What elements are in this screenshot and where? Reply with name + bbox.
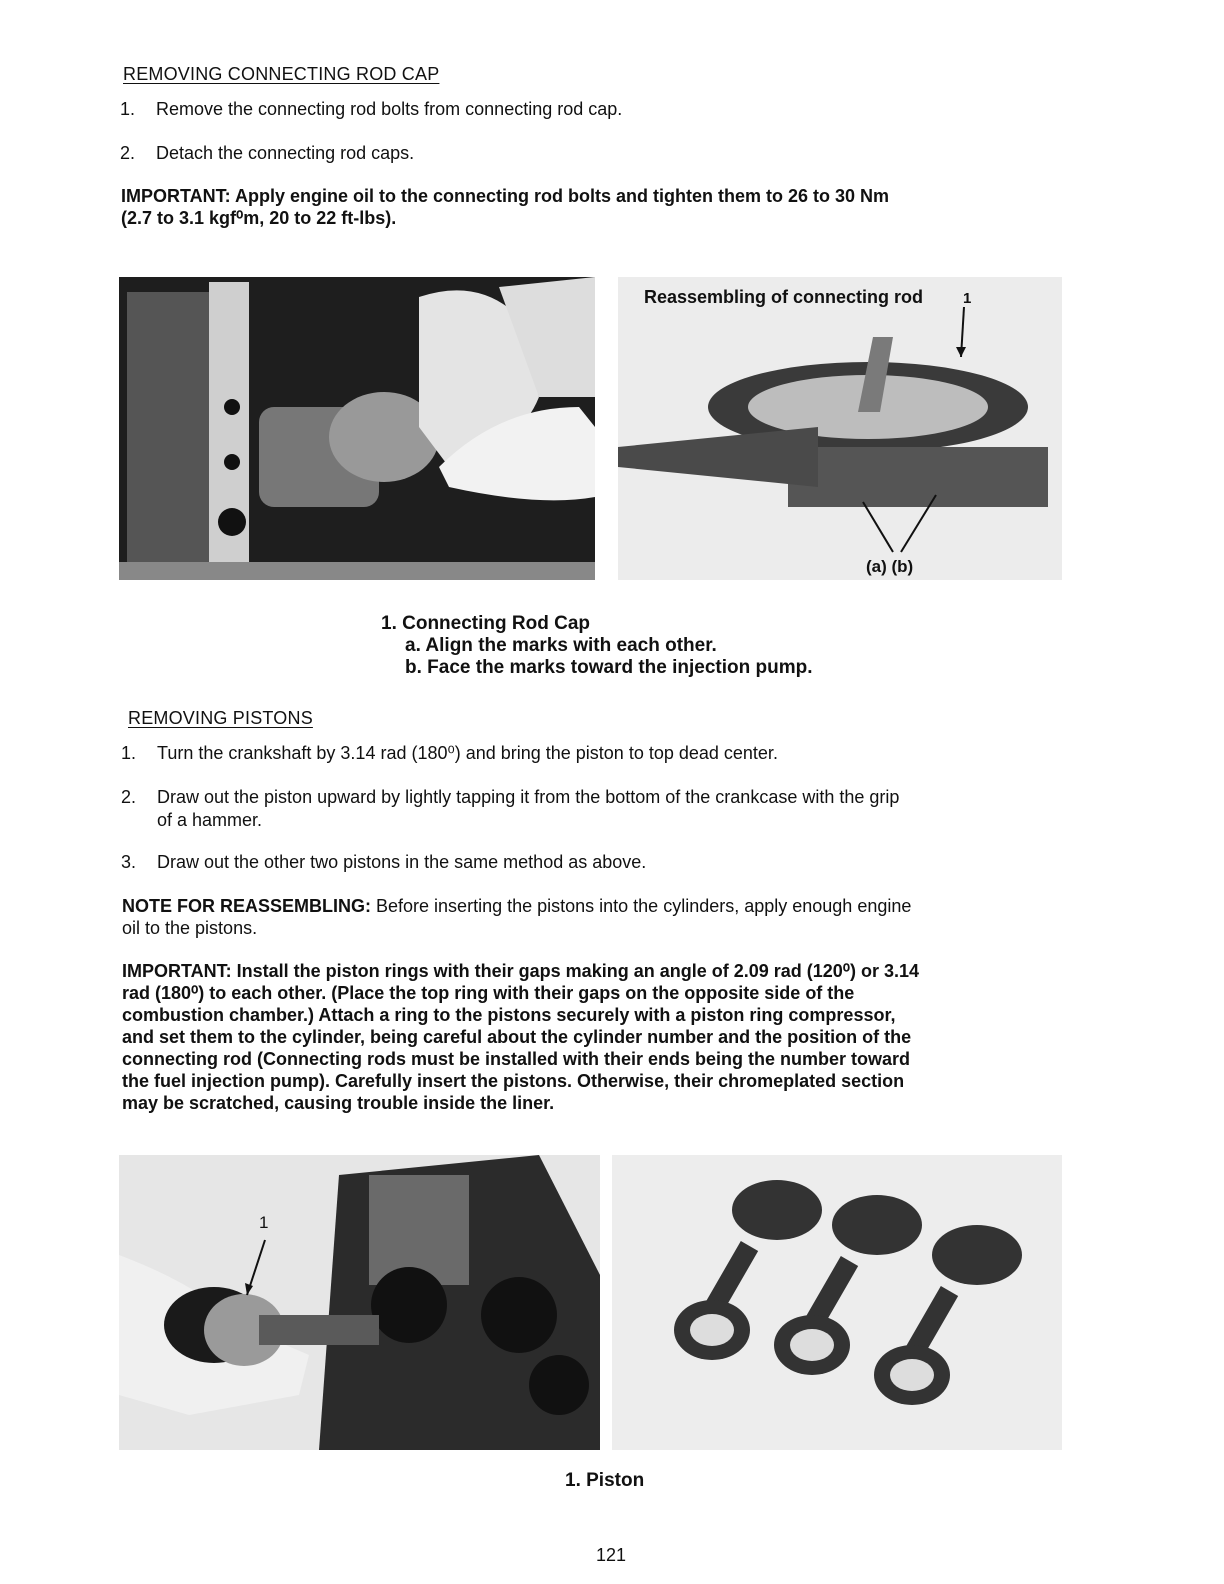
note-for-reassembling bbox=[122, 895, 1022, 939]
step-text-line: Draw out the piston upward by lightly tapping it from the bottom of the crankcase with the grip bbox=[157, 787, 900, 807]
photo-inserting-piston bbox=[119, 1155, 600, 1450]
photo-illustration bbox=[119, 277, 595, 580]
important-line: may be scratched, causing trouble inside the liner. bbox=[122, 1093, 555, 1113]
important-line: combustion chamber.) Attach a ring to the pistons securely with a piston ring compressor, bbox=[122, 1005, 896, 1025]
note-text: oil to the pistons. bbox=[122, 918, 258, 938]
important-line: IMPORTANT: Install the piston rings with their gaps making an angle of 2.09 rad (120⁰) or 3.14 bbox=[122, 961, 920, 981]
step-text: Turn the crankshaft by 3.14 rad (180⁰) and bring the piston to top dead center. bbox=[157, 743, 778, 763]
callout-number: 1 bbox=[259, 1213, 269, 1232]
page-number: 121 bbox=[596, 1545, 627, 1565]
step-text-line: of a hammer. bbox=[157, 810, 263, 830]
important-line: (2.7 to 3.1 kgf⁰m, 20 to 22 ft-lbs). bbox=[121, 208, 397, 228]
callout-number: 1 bbox=[963, 290, 972, 307]
important-line: rad (180⁰) to each other. (Place the top ring with their gaps on the opposite side of the bbox=[122, 983, 855, 1003]
important-line: and set them to the cylinder, being careful about the cylinder number and the position of the bbox=[122, 1027, 912, 1047]
step-number: 3. bbox=[121, 852, 137, 872]
step-text: Draw out the other two pistons in the same method as above. bbox=[157, 852, 647, 872]
figure-caption-rod-cap bbox=[381, 613, 813, 679]
step-2 bbox=[120, 142, 414, 165]
note-text: Before inserting the pistons into the cylinders, apply enough engine bbox=[371, 896, 912, 916]
important-note-torque bbox=[121, 185, 889, 229]
step-text: Detach the connecting rod caps. bbox=[156, 143, 415, 163]
step-number: 1. bbox=[121, 743, 137, 763]
important-line: the fuel injection pump). Carefully insert the pistons. Otherwise, their chromeplated section bbox=[122, 1071, 905, 1091]
photo-connecting-rod bbox=[618, 277, 1062, 580]
photo-removing-rod-cap bbox=[119, 277, 595, 580]
step-number: 2. bbox=[121, 787, 137, 807]
section-heading-removing-connecting-rod-cap: REMOVING CONNECTING ROD CAP bbox=[123, 64, 440, 84]
photo-illustration bbox=[119, 1155, 600, 1450]
step-1 bbox=[121, 742, 778, 765]
caption-title: 1. Connecting Rod Cap bbox=[381, 613, 590, 634]
section-heading-removing-pistons: REMOVING PISTONS bbox=[128, 708, 313, 728]
figure-caption-piston: 1. Piston bbox=[565, 1470, 645, 1491]
important-note-piston-rings bbox=[122, 960, 1042, 1114]
step-1 bbox=[120, 98, 622, 121]
photo-three-pistons bbox=[612, 1155, 1062, 1450]
step-text bbox=[157, 786, 899, 832]
step-3 bbox=[121, 851, 646, 874]
caption-item-b: b. Face the marks toward the injection pump. bbox=[405, 657, 813, 678]
step-number: 2. bbox=[120, 143, 136, 163]
marks-label: (a) (b) bbox=[866, 557, 914, 576]
important-line: IMPORTANT: Apply engine oil to the connecting rod bolts and tighten them to 26 to 30 Nm bbox=[121, 186, 890, 206]
important-line: connecting rod (Connecting rods must be installed with their ends being the number toward bbox=[122, 1049, 911, 1069]
caption-item-a: a. Align the marks with each other. bbox=[405, 635, 717, 656]
step-text: Remove the connecting rod bolts from connecting rod cap. bbox=[156, 99, 623, 119]
photo-label: Reassembling of connecting rod bbox=[644, 287, 924, 307]
photo-illustration bbox=[612, 1155, 1062, 1450]
step-2 bbox=[121, 786, 899, 832]
photo-illustration bbox=[618, 277, 1062, 580]
step-number: 1. bbox=[120, 99, 136, 119]
note-label: NOTE FOR REASSEMBLING: bbox=[122, 896, 372, 916]
